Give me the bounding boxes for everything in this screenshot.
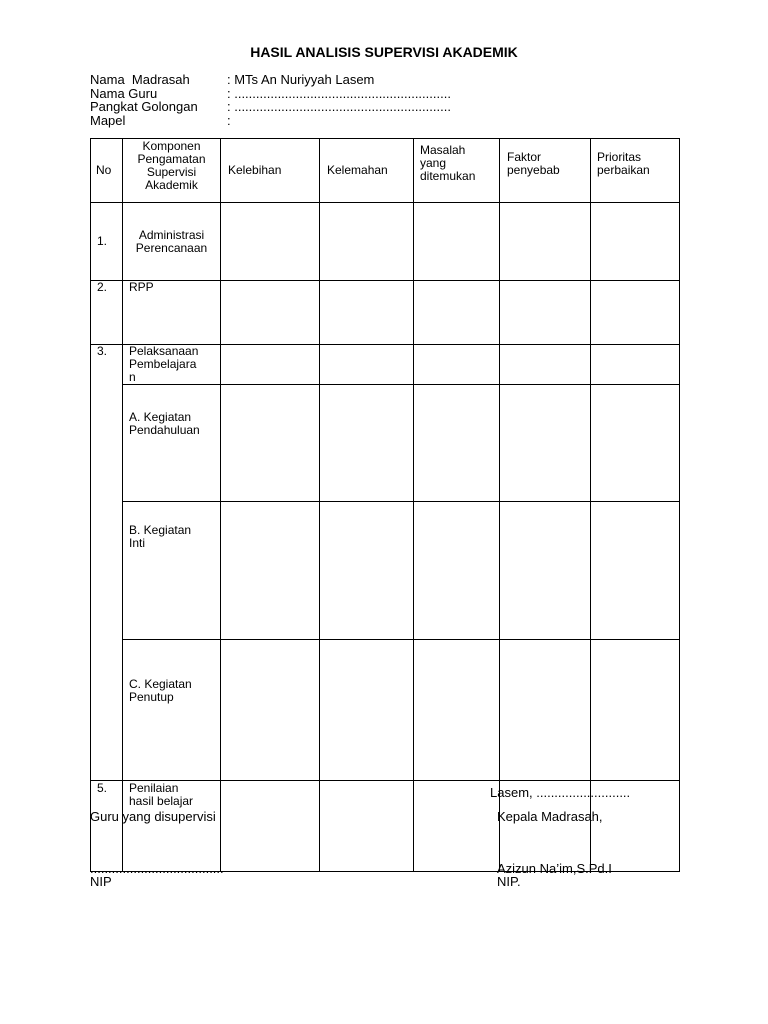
komponen-line: Administrasi [138,227,205,242]
cell-prioritas[interactable] [591,385,680,502]
cell-kelebihan[interactable] [221,640,320,781]
header-faktor [500,139,591,203]
table-row [91,502,680,640]
cell-masalah[interactable] [414,502,500,640]
komponen-line: Pembelajara [129,357,197,371]
header-faktor-line: Faktor [507,150,542,164]
komponen-line: hasil belajar [129,794,194,808]
left-signer-name: ..................................... [90,861,224,876]
left-signer-nip: NIP [90,874,112,889]
right-signer-nip: NIP. [497,874,521,889]
cell-kelebihan[interactable] [221,203,320,281]
info-row-mapel [90,114,451,128]
left-signer-role: Guru yang disupervisi [90,809,216,824]
komponen-line: RPP [129,280,154,294]
cell-faktor[interactable] [500,281,591,345]
info-label: Mapel [90,112,126,128]
cell-faktor[interactable] [500,385,591,502]
cell-masalah[interactable] [414,640,500,781]
row-komponen [123,502,221,640]
info-value: : ............................................................ [227,99,451,114]
info-value: : [227,112,231,128]
header-prioritas-line: Prioritas [597,150,642,164]
cell-prioritas[interactable] [591,502,680,640]
header-kelemahan: Kelemahan [320,139,414,203]
row-number: 3. [91,345,123,385]
cell-kelemahan[interactable] [320,203,414,281]
cell-faktor[interactable] [500,203,591,281]
cell-kelebihan[interactable] [221,781,320,872]
supervision-table [90,138,680,872]
komponen-line: A. Kegiatan [129,410,192,424]
header-komponen-line: Supervisi [146,165,197,179]
table-row [91,385,680,502]
table-row [91,345,680,385]
cell-kelebihan[interactable] [221,281,320,345]
cell-kelebihan[interactable] [221,345,320,385]
cell-masalah[interactable] [414,345,500,385]
header-masalah-line: yang [420,156,447,170]
komponen-line: Penilaian [129,781,179,795]
cell-masalah[interactable] [414,781,500,872]
row-komponen [123,385,221,502]
header-komponen-line: Pengamatan [137,152,206,166]
info-row-madrasah [90,73,451,87]
cell-kelemahan[interactable] [320,385,414,502]
right-signer-name: Azizun Na’im,S.Pd.I [497,861,612,876]
cell-kelebihan[interactable] [221,502,320,640]
row-komponen [123,640,221,781]
cell-prioritas[interactable] [591,345,680,385]
komponen-line: Perencanaan [135,240,208,255]
row-number [91,502,123,640]
cell-prioritas[interactable] [591,281,680,345]
row-number: 2. [91,281,123,345]
komponen-line: Pendahuluan [129,423,200,437]
document-title: HASIL ANALISIS SUPERVISI AKADEMIK [250,44,518,60]
komponen-line: C. Kegiatan [129,677,192,691]
cell-faktor[interactable] [500,502,591,640]
komponen-line: n [129,370,136,384]
komponen-line: Inti [129,536,146,550]
info-block [90,73,451,127]
row-number: 5. [91,781,123,872]
cell-masalah[interactable] [414,281,500,345]
info-label: Nama Guru [90,85,158,101]
komponen-line: B. Kegiatan [129,523,192,537]
info-label: Nama Madrasah [90,72,190,87]
cell-masalah[interactable] [414,385,500,502]
right-signer-role: Kepala Madrasah, [497,809,603,824]
cell-prioritas[interactable] [591,640,680,781]
table-header-row [91,139,680,203]
info-label: Pangkat Golongan [90,99,198,114]
header-no: No [91,139,123,203]
header-faktor-line: penyebab [507,163,560,177]
cell-faktor[interactable] [500,640,591,781]
cell-kelebihan[interactable] [221,385,320,502]
header-masalah-line: Masalah [420,143,466,157]
row-number [91,385,123,502]
info-value: : MTs An Nuriyyah Lasem [227,72,375,87]
cell-kelemahan[interactable] [320,640,414,781]
row-komponen [123,281,221,345]
row-komponen [123,345,221,385]
info-value: : ............................................................ [227,85,451,101]
cell-kelemahan[interactable] [320,281,414,345]
header-masalah [414,139,500,203]
row-komponen [123,203,221,281]
cell-masalah[interactable] [414,203,500,281]
cell-kelemahan[interactable] [320,781,414,872]
komponen-line: Pelaksanaan [129,344,199,358]
table-row [91,203,680,281]
header-komponen-line: Komponen [142,139,201,153]
header-masalah-line: ditemukan [420,169,476,183]
info-row-pangkat [90,100,451,114]
header-komponen-line: Akademik [145,178,198,192]
cell-kelemahan[interactable] [320,345,414,385]
cell-faktor[interactable] [500,345,591,385]
header-kelebihan: Kelebihan [221,139,320,203]
cell-kelemahan[interactable] [320,502,414,640]
cell-prioritas[interactable] [591,203,680,281]
header-komponen [123,139,221,203]
komponen-line: Penutup [129,690,174,704]
row-number: 1. [91,203,123,281]
row-komponen [123,781,221,872]
place-date: Lasem, .......................... [490,785,631,800]
table-row [91,281,680,345]
table-row [91,640,680,781]
row-number [91,640,123,781]
info-row-guru [90,87,451,101]
header-prioritas-line: perbaikan [597,163,650,177]
header-prioritas [591,139,680,203]
